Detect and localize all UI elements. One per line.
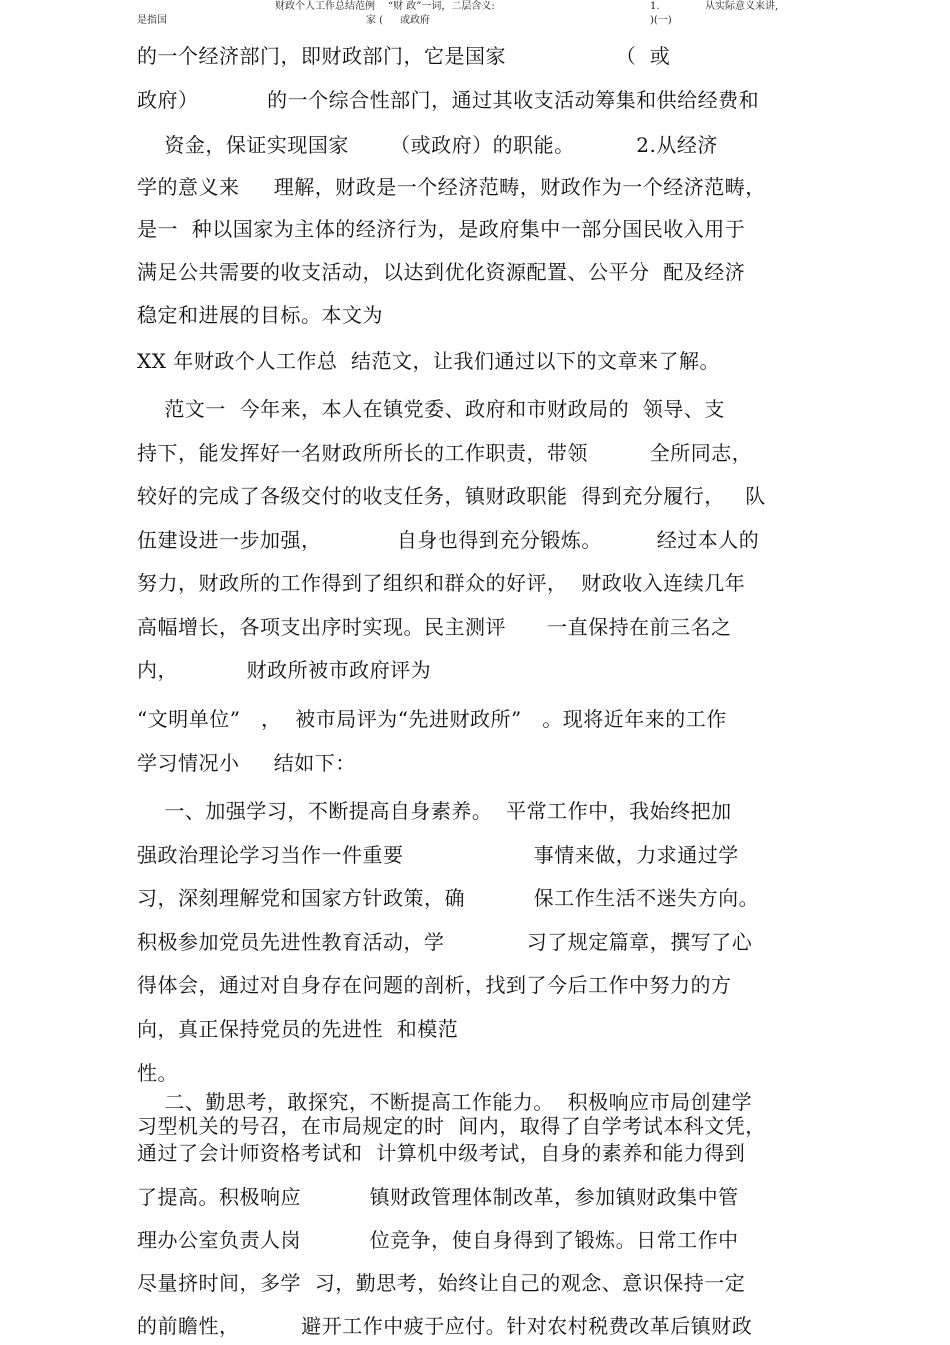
body-line: 较好的完成了各级交付的收支任务，镇财政职能 得到充分履行， 队 <box>137 484 766 508</box>
body-line: 二、勤思考，敢探究，不断提高工作能力。 积极响应市局创建学 <box>137 1090 753 1114</box>
body-line: 持下，能发挥好一名财政所所长的工作职责，带领 全所同志， <box>137 441 753 465</box>
header-fragment: 或政府 <box>400 15 430 26</box>
body-line: 尽量挤时间，多学 习，勤思考，始终让自己的观念、意识保持一定 <box>137 1271 746 1295</box>
body-line: 积极参加党员先进性教育活动，学 习了规定篇章，撰写了心 <box>137 930 753 954</box>
body-line: 学的意义来 理解，财政是一个经济范畴，财政作为一个经济范畴， <box>137 175 766 199</box>
body-line: 通过了会计师资格考试和 计算机中级考试，自身的素养和能力得到 <box>137 1141 746 1165</box>
body-line: 得体会，通过对自身存在问题的剖析，找到了今后工作中努力的方 <box>137 973 732 997</box>
body-line: 了提高。积极响应 镇财政管理体制改革，参加镇财政集中管 <box>137 1185 739 1209</box>
header-fragment: “财 政”一词，二层含义: <box>388 1 495 12</box>
body-line: 努力，财政所的工作得到了组织和群众的好评， 财政收入连续几年 <box>137 571 746 595</box>
header-fragment: 家 ( <box>366 15 384 26</box>
body-line: XX 年财政个人工作总 结范文，让我们通过以下的文章来了解。 <box>137 349 721 373</box>
body-line: 稳定和进展的目标。本文为 <box>137 303 383 327</box>
body-line: 内， 财政所被市政府评为 <box>137 658 432 682</box>
body-line: 满足公共需要的收支活动，以达到优化资源配置、公平分 配及经济 <box>137 260 746 284</box>
body-line: 习型机关的号召，在市局规定的时 间内，取得了自学考试本科文凭， <box>137 1114 766 1138</box>
body-line: 学习情况小 结如下： <box>137 751 356 775</box>
body-line: 性。 <box>137 1061 178 1085</box>
body-line: 范文一 今年来，本人在镇党委、政府和市财政局的 领导、支 <box>137 397 725 421</box>
header-fragment: 从实际意义来讲, <box>705 1 779 12</box>
header-title: 财政个人工作总结范例 <box>275 1 375 12</box>
body-line: 的前瞻性， 避开工作中疲于应付。针对农村税费改革后镇财政 <box>137 1314 753 1338</box>
body-line: 强政治理论学习当作一件重要 事情来做，力求通过学 <box>137 843 739 867</box>
body-line: 是一 种以国家为主体的经济行为，是政府集中一部分国民收入用于 <box>137 217 746 241</box>
header-fragment: )(一) <box>650 15 672 26</box>
body-line: 理办公室负责人岗 位竞争，使自身得到了锻炼。日常工作中 <box>137 1228 739 1252</box>
body-line: 的一个经济部门，即财政部门，它是国家 （ 或 <box>137 44 671 68</box>
body-line: 习，深刻理解党和国家方针政策，确 保工作生活不迷失方向。 <box>137 886 760 910</box>
header-fragment: 是指国 <box>137 15 167 26</box>
header-fragment: 1. <box>650 1 660 12</box>
body-line: 政府） 的一个综合性部门，通过其收支活动筹集和供给经费和 <box>137 88 760 112</box>
body-line: 一、加强学习，不断提高自身素养。 平常工作中，我始终把加 <box>137 799 732 823</box>
body-line: 向，真正保持党员的先进性 和模范 <box>137 1017 459 1041</box>
body-line: “文明单位” ， 被市局评为“先进财政所” 。现将近年来的工作 <box>137 707 727 731</box>
body-line: 高幅增长，各项支出序时实现。民主测评 一直保持在前三名之 <box>137 615 732 639</box>
body-line: 伍建设进一步加强， 自身也得到充分锻炼。 经过本人的 <box>137 528 760 552</box>
body-line: 资金，保证实现国家 （或政府）的职能。 2.从经济 <box>137 133 718 157</box>
